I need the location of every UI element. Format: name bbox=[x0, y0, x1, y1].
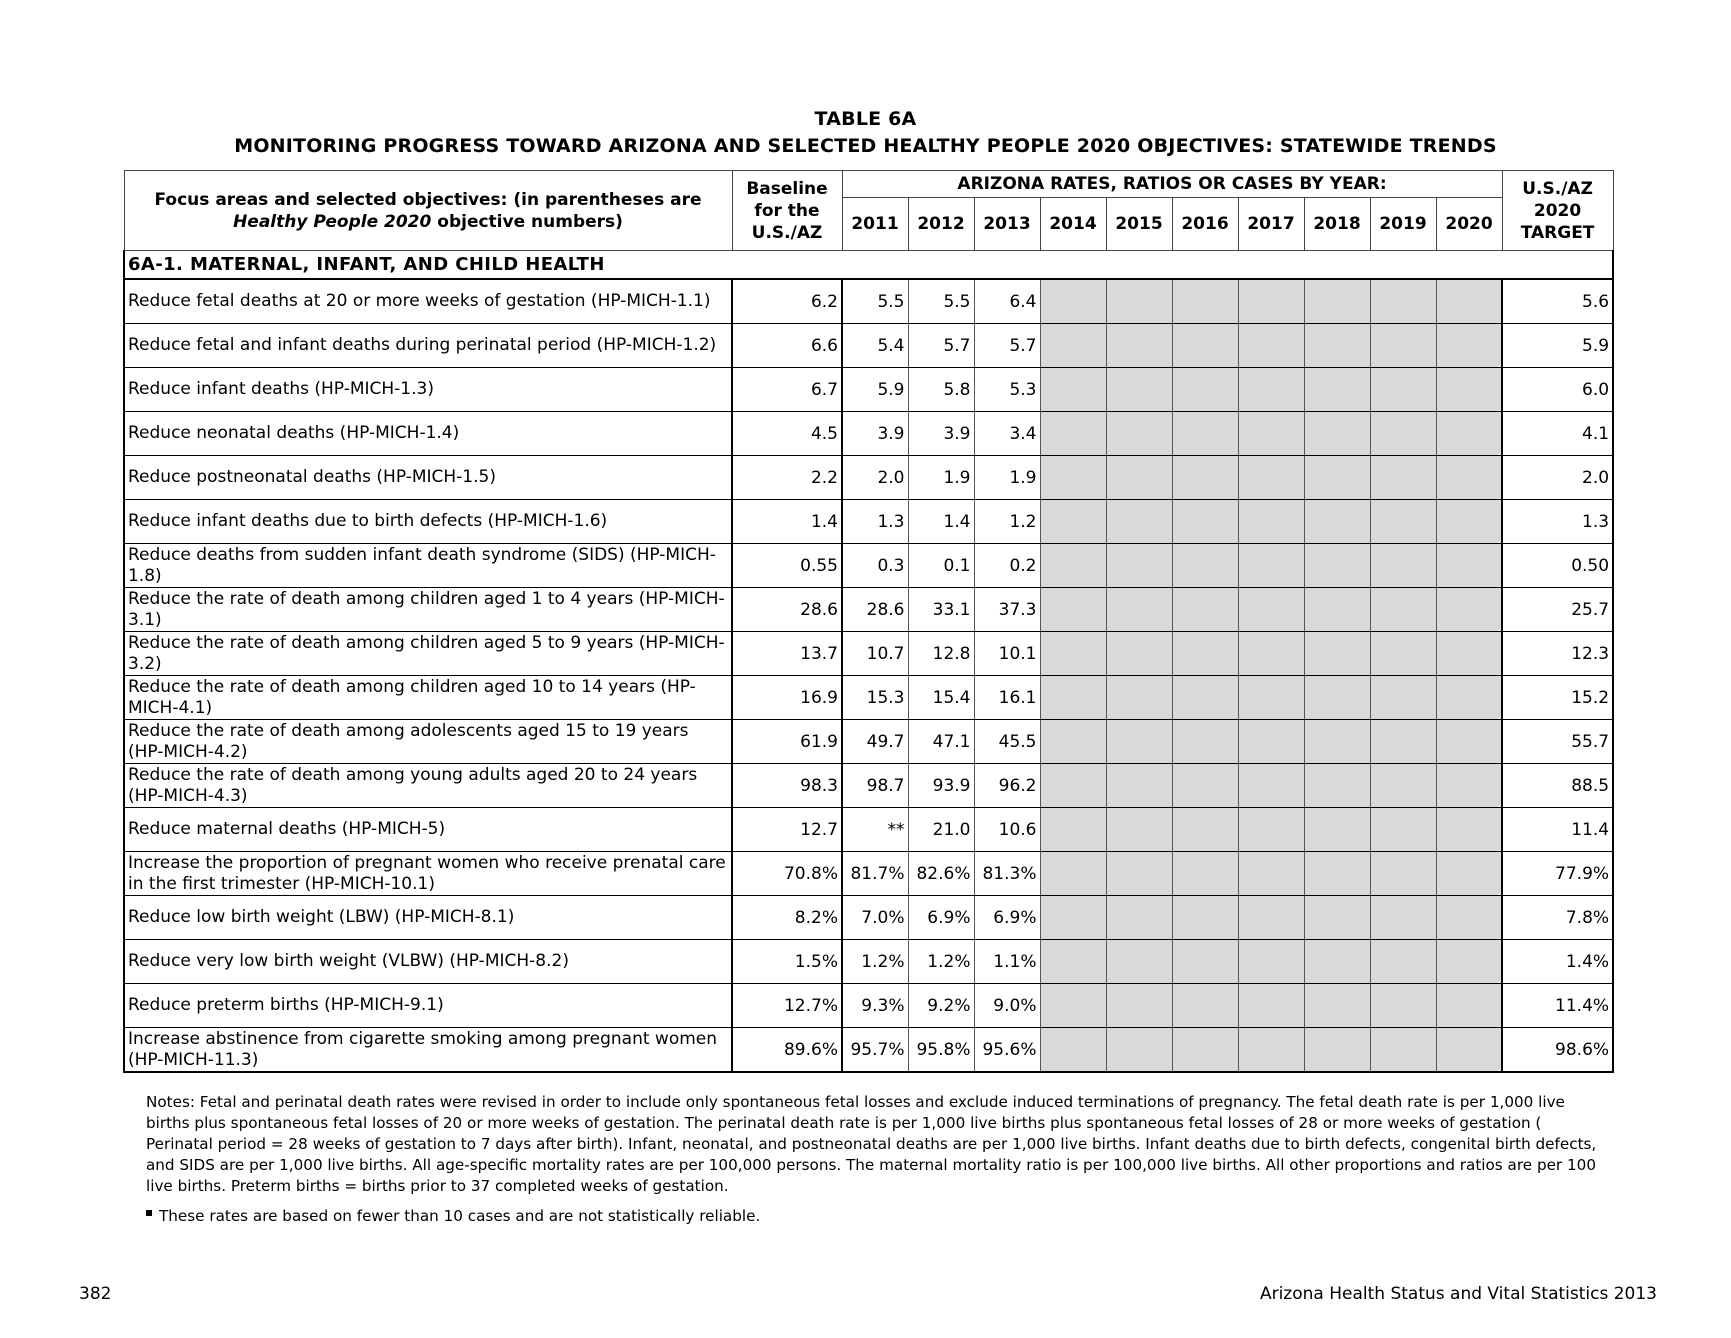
empty-year-cell bbox=[1106, 544, 1172, 588]
baseline-cell: 98.3 bbox=[732, 764, 842, 808]
empty-year-cell bbox=[1370, 984, 1436, 1028]
objective-cell: Reduce the rate of death among adolescents aged 15 to 19 years (HP-MICH-4.2) bbox=[124, 720, 732, 764]
empty-year-cell bbox=[1304, 852, 1370, 896]
empty-year-cell bbox=[1370, 412, 1436, 456]
empty-year-cell bbox=[1238, 324, 1304, 368]
empty-year-cell bbox=[1436, 324, 1502, 368]
empty-year-cell bbox=[1304, 896, 1370, 940]
baseline-cell: 12.7 bbox=[732, 808, 842, 852]
objective-cell: Reduce maternal deaths (HP-MICH-5) bbox=[124, 808, 732, 852]
empty-year-cell bbox=[1238, 808, 1304, 852]
empty-year-cell bbox=[1370, 500, 1436, 544]
empty-year-cell bbox=[1040, 940, 1106, 984]
empty-year-cell bbox=[1304, 676, 1370, 720]
empty-year-cell bbox=[1370, 940, 1436, 984]
year-header-2019: 2019 bbox=[1370, 198, 1436, 251]
empty-year-cell bbox=[1172, 279, 1238, 324]
baseline-cell: 13.7 bbox=[732, 632, 842, 676]
empty-year-cell bbox=[1304, 279, 1370, 324]
empty-year-cell bbox=[1238, 1028, 1304, 1073]
value-2012-cell: 5.7 bbox=[908, 324, 974, 368]
value-2012-cell: 1.2% bbox=[908, 940, 974, 984]
target-cell: 11.4 bbox=[1502, 808, 1613, 852]
empty-year-cell bbox=[1172, 412, 1238, 456]
value-2013-cell: 6.4 bbox=[974, 279, 1040, 324]
empty-year-cell bbox=[1238, 368, 1304, 412]
target-cell: 6.0 bbox=[1502, 368, 1613, 412]
empty-year-cell bbox=[1304, 368, 1370, 412]
section-heading: 6A-1. MATERNAL, INFANT, AND CHILD HEALTH bbox=[124, 251, 1613, 280]
empty-year-cell bbox=[1370, 808, 1436, 852]
baseline-cell: 1.4 bbox=[732, 500, 842, 544]
empty-year-cell bbox=[1436, 588, 1502, 632]
target-cell: 0.50 bbox=[1502, 544, 1613, 588]
value-2011-cell: 0.3 bbox=[842, 544, 908, 588]
value-2011-cell: 28.6 bbox=[842, 588, 908, 632]
empty-year-cell bbox=[1040, 500, 1106, 544]
empty-year-cell bbox=[1370, 368, 1436, 412]
value-2013-cell: 16.1 bbox=[974, 676, 1040, 720]
objective-cell: Reduce infant deaths (HP-MICH-1.3) bbox=[124, 368, 732, 412]
empty-year-cell bbox=[1172, 456, 1238, 500]
empty-year-cell bbox=[1304, 720, 1370, 764]
empty-year-cell bbox=[1040, 764, 1106, 808]
empty-year-cell bbox=[1238, 940, 1304, 984]
empty-year-cell bbox=[1040, 368, 1106, 412]
empty-year-cell bbox=[1238, 676, 1304, 720]
year-header-2013: 2013 bbox=[974, 198, 1040, 251]
baseline-cell: 61.9 bbox=[732, 720, 842, 764]
empty-year-cell bbox=[1370, 852, 1436, 896]
empty-year-cell bbox=[1040, 896, 1106, 940]
empty-year-cell bbox=[1106, 324, 1172, 368]
value-2013-cell: 10.6 bbox=[974, 808, 1040, 852]
value-2012-cell: 21.0 bbox=[908, 808, 974, 852]
empty-year-cell bbox=[1172, 852, 1238, 896]
empty-year-cell bbox=[1436, 544, 1502, 588]
empty-year-cell bbox=[1436, 720, 1502, 764]
focus-header-italic: Healthy People 2020 bbox=[233, 211, 432, 232]
empty-year-cell bbox=[1436, 412, 1502, 456]
empty-year-cell bbox=[1436, 632, 1502, 676]
target-cell: 7.8% bbox=[1502, 896, 1613, 940]
target-cell: 1.4% bbox=[1502, 940, 1613, 984]
table-row bbox=[124, 500, 1613, 544]
value-2012-cell: 33.1 bbox=[908, 588, 974, 632]
table-row bbox=[124, 940, 1613, 984]
empty-year-cell bbox=[1436, 456, 1502, 500]
value-2012-cell: 47.1 bbox=[908, 720, 974, 764]
empty-year-cell bbox=[1238, 279, 1304, 324]
value-2012-cell: 95.8% bbox=[908, 1028, 974, 1073]
empty-year-cell bbox=[1106, 808, 1172, 852]
value-2011-cell: 9.3% bbox=[842, 984, 908, 1028]
target-cell: 25.7 bbox=[1502, 588, 1613, 632]
baseline-cell: 12.7% bbox=[732, 984, 842, 1028]
empty-year-cell bbox=[1172, 808, 1238, 852]
target-cell: 5.6 bbox=[1502, 279, 1613, 324]
value-2013-cell: 5.7 bbox=[974, 324, 1040, 368]
year-header-2014: 2014 bbox=[1040, 198, 1106, 251]
empty-year-cell bbox=[1304, 412, 1370, 456]
empty-year-cell bbox=[1370, 324, 1436, 368]
value-2012-cell: 3.9 bbox=[908, 412, 974, 456]
objective-cell: Reduce the rate of death among children aged 1 to 4 years (HP-MICH-3.1) bbox=[124, 588, 732, 632]
year-header-2020: 2020 bbox=[1436, 198, 1502, 251]
empty-year-cell bbox=[1172, 676, 1238, 720]
objective-cell: Reduce infant deaths due to birth defects (HP-MICH-1.6) bbox=[124, 500, 732, 544]
empty-year-cell bbox=[1238, 720, 1304, 764]
baseline-cell: 28.6 bbox=[732, 588, 842, 632]
empty-year-cell bbox=[1106, 279, 1172, 324]
publication-title: Arizona Health Status and Vital Statistics 2013 bbox=[1259, 1284, 1657, 1304]
empty-year-cell bbox=[1436, 896, 1502, 940]
target-cell: 11.4% bbox=[1502, 984, 1613, 1028]
empty-year-cell bbox=[1436, 764, 1502, 808]
empty-year-cell bbox=[1106, 412, 1172, 456]
value-2012-cell: 5.8 bbox=[908, 368, 974, 412]
value-2011-cell: 10.7 bbox=[842, 632, 908, 676]
table-row bbox=[124, 324, 1613, 368]
value-2011-cell: 49.7 bbox=[842, 720, 908, 764]
value-2013-cell: 45.5 bbox=[974, 720, 1040, 764]
objective-cell: Reduce postneonatal deaths (HP-MICH-1.5) bbox=[124, 456, 732, 500]
year-header-2018: 2018 bbox=[1304, 198, 1370, 251]
empty-year-cell bbox=[1304, 544, 1370, 588]
empty-year-cell bbox=[1106, 1028, 1172, 1073]
value-2013-cell: 5.3 bbox=[974, 368, 1040, 412]
table-row bbox=[124, 632, 1613, 676]
empty-year-cell bbox=[1238, 764, 1304, 808]
baseline-cell: 6.2 bbox=[732, 279, 842, 324]
arizona-years-header: ARIZONA RATES, RATIOS OR CASES BY YEAR: bbox=[842, 171, 1502, 198]
empty-year-cell bbox=[1238, 412, 1304, 456]
empty-year-cell bbox=[1370, 720, 1436, 764]
table-row bbox=[124, 368, 1613, 412]
target-cell: 15.2 bbox=[1502, 676, 1613, 720]
empty-year-cell bbox=[1436, 808, 1502, 852]
empty-year-cell bbox=[1172, 720, 1238, 764]
objective-cell: Reduce fetal and infant deaths during perinatal period (HP-MICH-1.2) bbox=[124, 324, 732, 368]
empty-year-cell bbox=[1106, 456, 1172, 500]
target-cell: 77.9% bbox=[1502, 852, 1613, 896]
baseline-cell: 16.9 bbox=[732, 676, 842, 720]
table-row bbox=[124, 588, 1613, 632]
value-2012-cell: 82.6% bbox=[908, 852, 974, 896]
table-title bbox=[0, 106, 1731, 160]
empty-year-cell bbox=[1172, 1028, 1238, 1073]
empty-year-cell bbox=[1370, 896, 1436, 940]
value-2011-cell: 3.9 bbox=[842, 412, 908, 456]
target-cell: 88.5 bbox=[1502, 764, 1613, 808]
empty-year-cell bbox=[1238, 500, 1304, 544]
empty-year-cell bbox=[1106, 852, 1172, 896]
value-2011-cell: 7.0% bbox=[842, 896, 908, 940]
objective-cell: Reduce preterm births (HP-MICH-9.1) bbox=[124, 984, 732, 1028]
table-row bbox=[124, 720, 1613, 764]
table-row bbox=[124, 852, 1613, 896]
target-cell: 4.1 bbox=[1502, 412, 1613, 456]
table-heading: MONITORING PROGRESS TOWARD ARIZONA AND SELECTED HEALTHY PEOPLE 2020 OBJECTIVES: STATEWIDE TRENDS bbox=[234, 135, 1497, 157]
objective-cell: Reduce the rate of death among children aged 5 to 9 years (HP-MICH-3.2) bbox=[124, 632, 732, 676]
empty-year-cell bbox=[1040, 324, 1106, 368]
baseline-cell: 70.8% bbox=[732, 852, 842, 896]
empty-year-cell bbox=[1040, 808, 1106, 852]
empty-year-cell bbox=[1172, 368, 1238, 412]
table-row bbox=[124, 676, 1613, 720]
value-2012-cell: 5.5 bbox=[908, 279, 974, 324]
empty-year-cell bbox=[1040, 720, 1106, 764]
empty-year-cell bbox=[1238, 632, 1304, 676]
value-2013-cell: 95.6% bbox=[974, 1028, 1040, 1073]
baseline-column-header: Baseline for the U.S./AZ bbox=[732, 171, 842, 251]
objective-cell: Increase the proportion of pregnant women who receive prenatal care in the first trimester (HP-MICH-10.1) bbox=[124, 852, 732, 896]
empty-year-cell bbox=[1370, 279, 1436, 324]
empty-year-cell bbox=[1106, 984, 1172, 1028]
value-2012-cell: 0.1 bbox=[908, 544, 974, 588]
value-2011-cell: 5.9 bbox=[842, 368, 908, 412]
value-2012-cell: 9.2% bbox=[908, 984, 974, 1028]
empty-year-cell bbox=[1304, 632, 1370, 676]
empty-year-cell bbox=[1040, 984, 1106, 1028]
baseline-cell: 8.2% bbox=[732, 896, 842, 940]
value-2012-cell: 93.9 bbox=[908, 764, 974, 808]
baseline-cell: 6.6 bbox=[732, 324, 842, 368]
empty-year-cell bbox=[1304, 984, 1370, 1028]
empty-year-cell bbox=[1370, 544, 1436, 588]
target-column-header: U.S./AZ 2020 TARGET bbox=[1502, 171, 1613, 251]
target-cell: 1.3 bbox=[1502, 500, 1613, 544]
empty-year-cell bbox=[1370, 676, 1436, 720]
value-2013-cell: 3.4 bbox=[974, 412, 1040, 456]
table-notes: Notes: Fetal and perinatal death rates were revised in order to include only spontaneous fetal losses and exclude induced terminations of pregnancy. The fetal death rate is per 1,000 live births plus spontaneous fetal losses of 20 or more weeks of gestation. The perinatal death rate is per 1,000 live births plus spontaneous fetal losses of 28 or more weeks of gestation ( Perinatal period = 28 weeks of gestation to 7 days after birth). Infant, neonatal, and postneonatal deaths are per 1,000 live births. Infant deaths due to birth defects, congenital birth defects, and SIDS are per 1,000 live births. All age-specific mortality rates are per 100,000 persons. The maternal mortality ratio is per 100,000 live births. All other proportions and ratios are per 100 live births. Preterm births = births prior to 37 completed weeks of gestation. bbox=[146, 1093, 1597, 1195]
empty-year-cell bbox=[1238, 852, 1304, 896]
empty-year-cell bbox=[1370, 632, 1436, 676]
table-row bbox=[124, 896, 1613, 940]
empty-year-cell bbox=[1040, 279, 1106, 324]
footnote bbox=[146, 1206, 760, 1227]
empty-year-cell bbox=[1238, 456, 1304, 500]
focus-column-header: Focus areas and selected objectives: (in parentheses are Healthy People 2020 objective numbers) bbox=[124, 171, 732, 251]
empty-year-cell bbox=[1106, 720, 1172, 764]
value-2011-cell: 5.4 bbox=[842, 324, 908, 368]
table-number: TABLE 6A bbox=[814, 108, 917, 130]
value-2012-cell: 1.9 bbox=[908, 456, 974, 500]
empty-year-cell bbox=[1436, 852, 1502, 896]
value-2013-cell: 1.9 bbox=[974, 456, 1040, 500]
empty-year-cell bbox=[1106, 940, 1172, 984]
year-header-2015: 2015 bbox=[1106, 198, 1172, 251]
value-2012-cell: 12.8 bbox=[908, 632, 974, 676]
empty-year-cell bbox=[1436, 1028, 1502, 1073]
table-row bbox=[124, 1028, 1613, 1073]
value-2011-cell: ** bbox=[842, 808, 908, 852]
value-2011-cell: 95.7% bbox=[842, 1028, 908, 1073]
empty-year-cell bbox=[1106, 632, 1172, 676]
value-2011-cell: 1.3 bbox=[842, 500, 908, 544]
empty-year-cell bbox=[1370, 764, 1436, 808]
empty-year-cell bbox=[1436, 500, 1502, 544]
empty-year-cell bbox=[1172, 632, 1238, 676]
objective-cell: Reduce very low birth weight (VLBW) (HP-MICH-8.2) bbox=[124, 940, 732, 984]
baseline-cell: 4.5 bbox=[732, 412, 842, 456]
empty-year-cell bbox=[1304, 588, 1370, 632]
empty-year-cell bbox=[1172, 896, 1238, 940]
value-2013-cell: 96.2 bbox=[974, 764, 1040, 808]
target-cell: 98.6% bbox=[1502, 1028, 1613, 1073]
empty-year-cell bbox=[1040, 456, 1106, 500]
empty-year-cell bbox=[1106, 588, 1172, 632]
empty-year-cell bbox=[1106, 368, 1172, 412]
empty-year-cell bbox=[1238, 588, 1304, 632]
footnote-text: These rates are based on fewer than 10 cases and are not statistically reliable. bbox=[159, 1207, 761, 1225]
value-2011-cell: 5.5 bbox=[842, 279, 908, 324]
year-header-2016: 2016 bbox=[1172, 198, 1238, 251]
empty-year-cell bbox=[1172, 940, 1238, 984]
empty-year-cell bbox=[1370, 588, 1436, 632]
baseline-cell: 89.6% bbox=[732, 1028, 842, 1073]
empty-year-cell bbox=[1040, 412, 1106, 456]
objective-cell: Reduce deaths from sudden infant death syndrome (SIDS) (HP-MICH-1.8) bbox=[124, 544, 732, 588]
square-bullet-icon bbox=[146, 1210, 152, 1216]
value-2013-cell: 1.2 bbox=[974, 500, 1040, 544]
empty-year-cell bbox=[1436, 940, 1502, 984]
value-2012-cell: 1.4 bbox=[908, 500, 974, 544]
empty-year-cell bbox=[1106, 500, 1172, 544]
year-header-2012: 2012 bbox=[908, 198, 974, 251]
value-2013-cell: 1.1% bbox=[974, 940, 1040, 984]
objective-cell: Reduce the rate of death among children aged 10 to 14 years (HP-MICH-4.1) bbox=[124, 676, 732, 720]
empty-year-cell bbox=[1304, 1028, 1370, 1073]
empty-year-cell bbox=[1106, 764, 1172, 808]
empty-year-cell bbox=[1040, 852, 1106, 896]
objective-cell: Reduce low birth weight (LBW) (HP-MICH-8.1) bbox=[124, 896, 732, 940]
value-2011-cell: 98.7 bbox=[842, 764, 908, 808]
objectives-table bbox=[123, 170, 1614, 1073]
empty-year-cell bbox=[1106, 896, 1172, 940]
empty-year-cell bbox=[1238, 544, 1304, 588]
focus-header-rest: objective numbers) bbox=[431, 211, 623, 232]
target-cell: 2.0 bbox=[1502, 456, 1613, 500]
table-row bbox=[124, 764, 1613, 808]
value-2013-cell: 0.2 bbox=[974, 544, 1040, 588]
value-2013-cell: 37.3 bbox=[974, 588, 1040, 632]
empty-year-cell bbox=[1370, 1028, 1436, 1073]
table-row bbox=[124, 412, 1613, 456]
empty-year-cell bbox=[1304, 324, 1370, 368]
year-header-2017: 2017 bbox=[1238, 198, 1304, 251]
table-row bbox=[124, 279, 1613, 324]
value-2011-cell: 15.3 bbox=[842, 676, 908, 720]
empty-year-cell bbox=[1172, 500, 1238, 544]
empty-year-cell bbox=[1238, 984, 1304, 1028]
objective-cell: Reduce the rate of death among young adults aged 20 to 24 years (HP-MICH-4.3) bbox=[124, 764, 732, 808]
empty-year-cell bbox=[1040, 544, 1106, 588]
value-2013-cell: 81.3% bbox=[974, 852, 1040, 896]
empty-year-cell bbox=[1304, 764, 1370, 808]
baseline-cell: 0.55 bbox=[732, 544, 842, 588]
empty-year-cell bbox=[1436, 676, 1502, 720]
value-2013-cell: 10.1 bbox=[974, 632, 1040, 676]
value-2011-cell: 1.2% bbox=[842, 940, 908, 984]
objective-cell: Reduce neonatal deaths (HP-MICH-1.4) bbox=[124, 412, 732, 456]
value-2012-cell: 15.4 bbox=[908, 676, 974, 720]
empty-year-cell bbox=[1172, 324, 1238, 368]
empty-year-cell bbox=[1238, 896, 1304, 940]
year-header-2011: 2011 bbox=[842, 198, 908, 251]
value-2011-cell: 2.0 bbox=[842, 456, 908, 500]
empty-year-cell bbox=[1040, 588, 1106, 632]
value-2013-cell: 9.0% bbox=[974, 984, 1040, 1028]
target-cell: 5.9 bbox=[1502, 324, 1613, 368]
empty-year-cell bbox=[1106, 676, 1172, 720]
baseline-cell: 6.7 bbox=[732, 368, 842, 412]
empty-year-cell bbox=[1172, 764, 1238, 808]
objective-cell: Increase abstinence from cigarette smoking among pregnant women (HP-MICH-11.3) bbox=[124, 1028, 732, 1073]
target-cell: 12.3 bbox=[1502, 632, 1613, 676]
empty-year-cell bbox=[1304, 808, 1370, 852]
value-2012-cell: 6.9% bbox=[908, 896, 974, 940]
table-row bbox=[124, 808, 1613, 852]
value-2013-cell: 6.9% bbox=[974, 896, 1040, 940]
empty-year-cell bbox=[1436, 279, 1502, 324]
target-cell: 55.7 bbox=[1502, 720, 1613, 764]
empty-year-cell bbox=[1304, 940, 1370, 984]
empty-year-cell bbox=[1304, 456, 1370, 500]
empty-year-cell bbox=[1172, 588, 1238, 632]
table-row bbox=[124, 456, 1613, 500]
empty-year-cell bbox=[1172, 544, 1238, 588]
empty-year-cell bbox=[1172, 984, 1238, 1028]
value-2011-cell: 81.7% bbox=[842, 852, 908, 896]
empty-year-cell bbox=[1436, 368, 1502, 412]
empty-year-cell bbox=[1040, 1028, 1106, 1073]
baseline-cell: 1.5% bbox=[732, 940, 842, 984]
empty-year-cell bbox=[1040, 676, 1106, 720]
page-number: 382 bbox=[79, 1284, 112, 1304]
objective-cell: Reduce fetal deaths at 20 or more weeks of gestation (HP-MICH-1.1) bbox=[124, 279, 732, 324]
empty-year-cell bbox=[1040, 632, 1106, 676]
table-row bbox=[124, 544, 1613, 588]
table-row bbox=[124, 984, 1613, 1028]
empty-year-cell bbox=[1436, 984, 1502, 1028]
baseline-cell: 2.2 bbox=[732, 456, 842, 500]
empty-year-cell bbox=[1304, 500, 1370, 544]
empty-year-cell bbox=[1370, 456, 1436, 500]
